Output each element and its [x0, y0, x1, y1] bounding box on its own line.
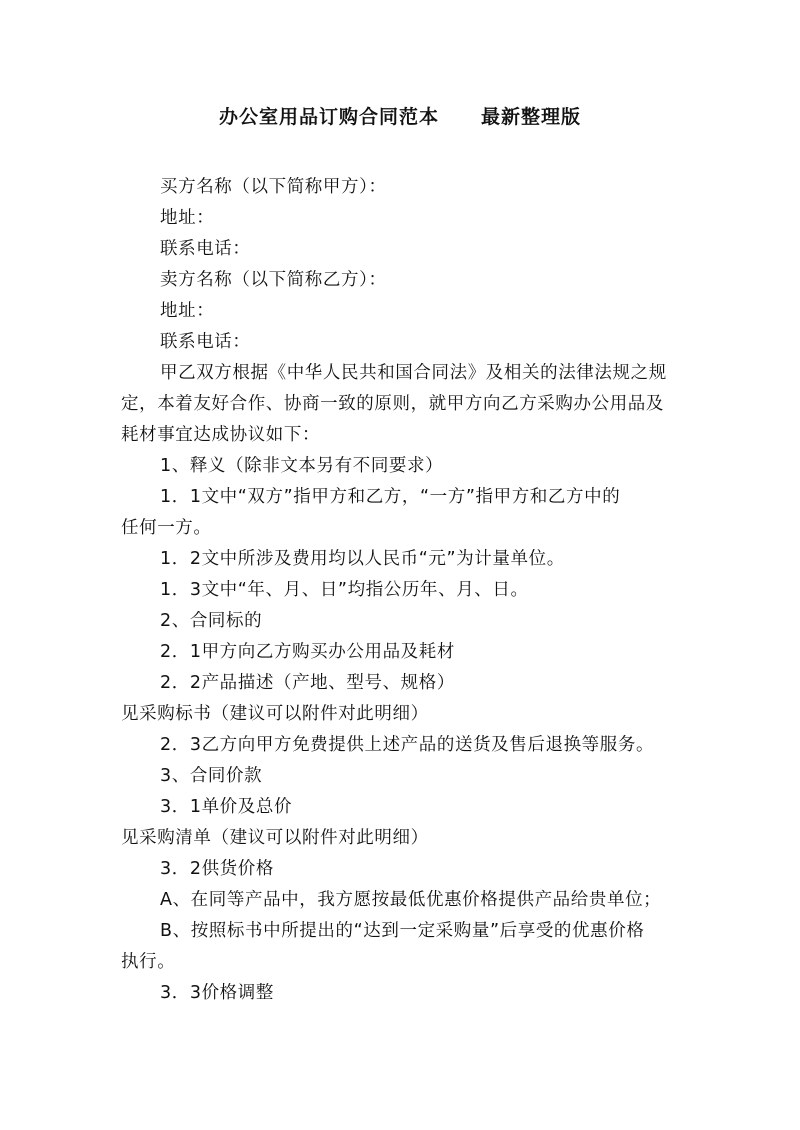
clause-2-1: 2．1甲方向乙方购买办公用品及耗材 — [160, 642, 455, 662]
seller-phone-line: 联系电话： — [160, 332, 251, 352]
section-1-heading: 1、释义（除非文本另有不同要求） — [160, 456, 444, 476]
clause-1-3: 1．3文中“年、月、日”均指公历年、月、日。 — [160, 580, 529, 600]
clause-2-2: 2．2产品描述（产地、型号、规格） — [160, 673, 455, 693]
section-3-heading: 3、合同价款 — [160, 766, 263, 786]
clause-3-1: 3．1单价及总价 — [160, 797, 293, 817]
document-title — [0, 102, 800, 132]
seller-address-line: 地址： — [160, 301, 215, 321]
clause-2-3: 2．3乙方向甲方免费提供上述产品的送货及售后退换等服务。 — [160, 735, 655, 755]
preamble-line-1: 甲乙双方根据《中华人民共和国合同法》及相关的法律法规之规 — [160, 363, 667, 383]
clause-1-1-line-2: 任何一方。 — [121, 518, 212, 538]
seller-name-line: 卖方名称（以下简称乙方）： — [160, 270, 387, 290]
clause-3-2-a: A、在同等产品中，我方愿按最低优惠价格提供产品给贵单位； — [160, 890, 662, 910]
clause-1-2: 1．2文中所涉及费用均以人民币“元”为计量单位。 — [160, 549, 565, 569]
buyer-address-line: 地址： — [160, 208, 215, 228]
clause-1-1-line-1: 1．1文中“双方”指甲方和乙方，“一方”指甲方和乙方中的 — [160, 487, 621, 507]
preamble-line-3: 耗材事宜达成协议如下： — [121, 425, 321, 445]
buyer-phone-line: 联系电话： — [160, 239, 251, 259]
clause-3-2-b-line-1: B、按照标书中所提出的“达到一定采购量”后享受的优惠价格 — [160, 921, 645, 941]
buyer-name-line: 买方名称（以下简称甲方）： — [160, 177, 387, 197]
clause-3-1-detail: 见采购清单（建议可以附件对此明细） — [121, 828, 429, 848]
clause-3-2: 3．2供货价格 — [160, 859, 274, 879]
title-main: 办公室用品订购合同范本 — [218, 106, 439, 128]
preamble-line-2: 定，本着友好合作、协商一致的原则，就甲方向乙方采购办公用品及 — [121, 394, 664, 414]
title-sub: 最新整理版 — [481, 106, 582, 128]
clause-3-2-b-line-2: 执行。 — [121, 952, 176, 972]
section-2-heading: 2、合同标的 — [160, 611, 263, 631]
clause-3-3: 3．3价格调整 — [160, 983, 274, 1003]
clause-2-2-detail: 见采购标书（建议可以附件对此明细） — [121, 704, 429, 724]
